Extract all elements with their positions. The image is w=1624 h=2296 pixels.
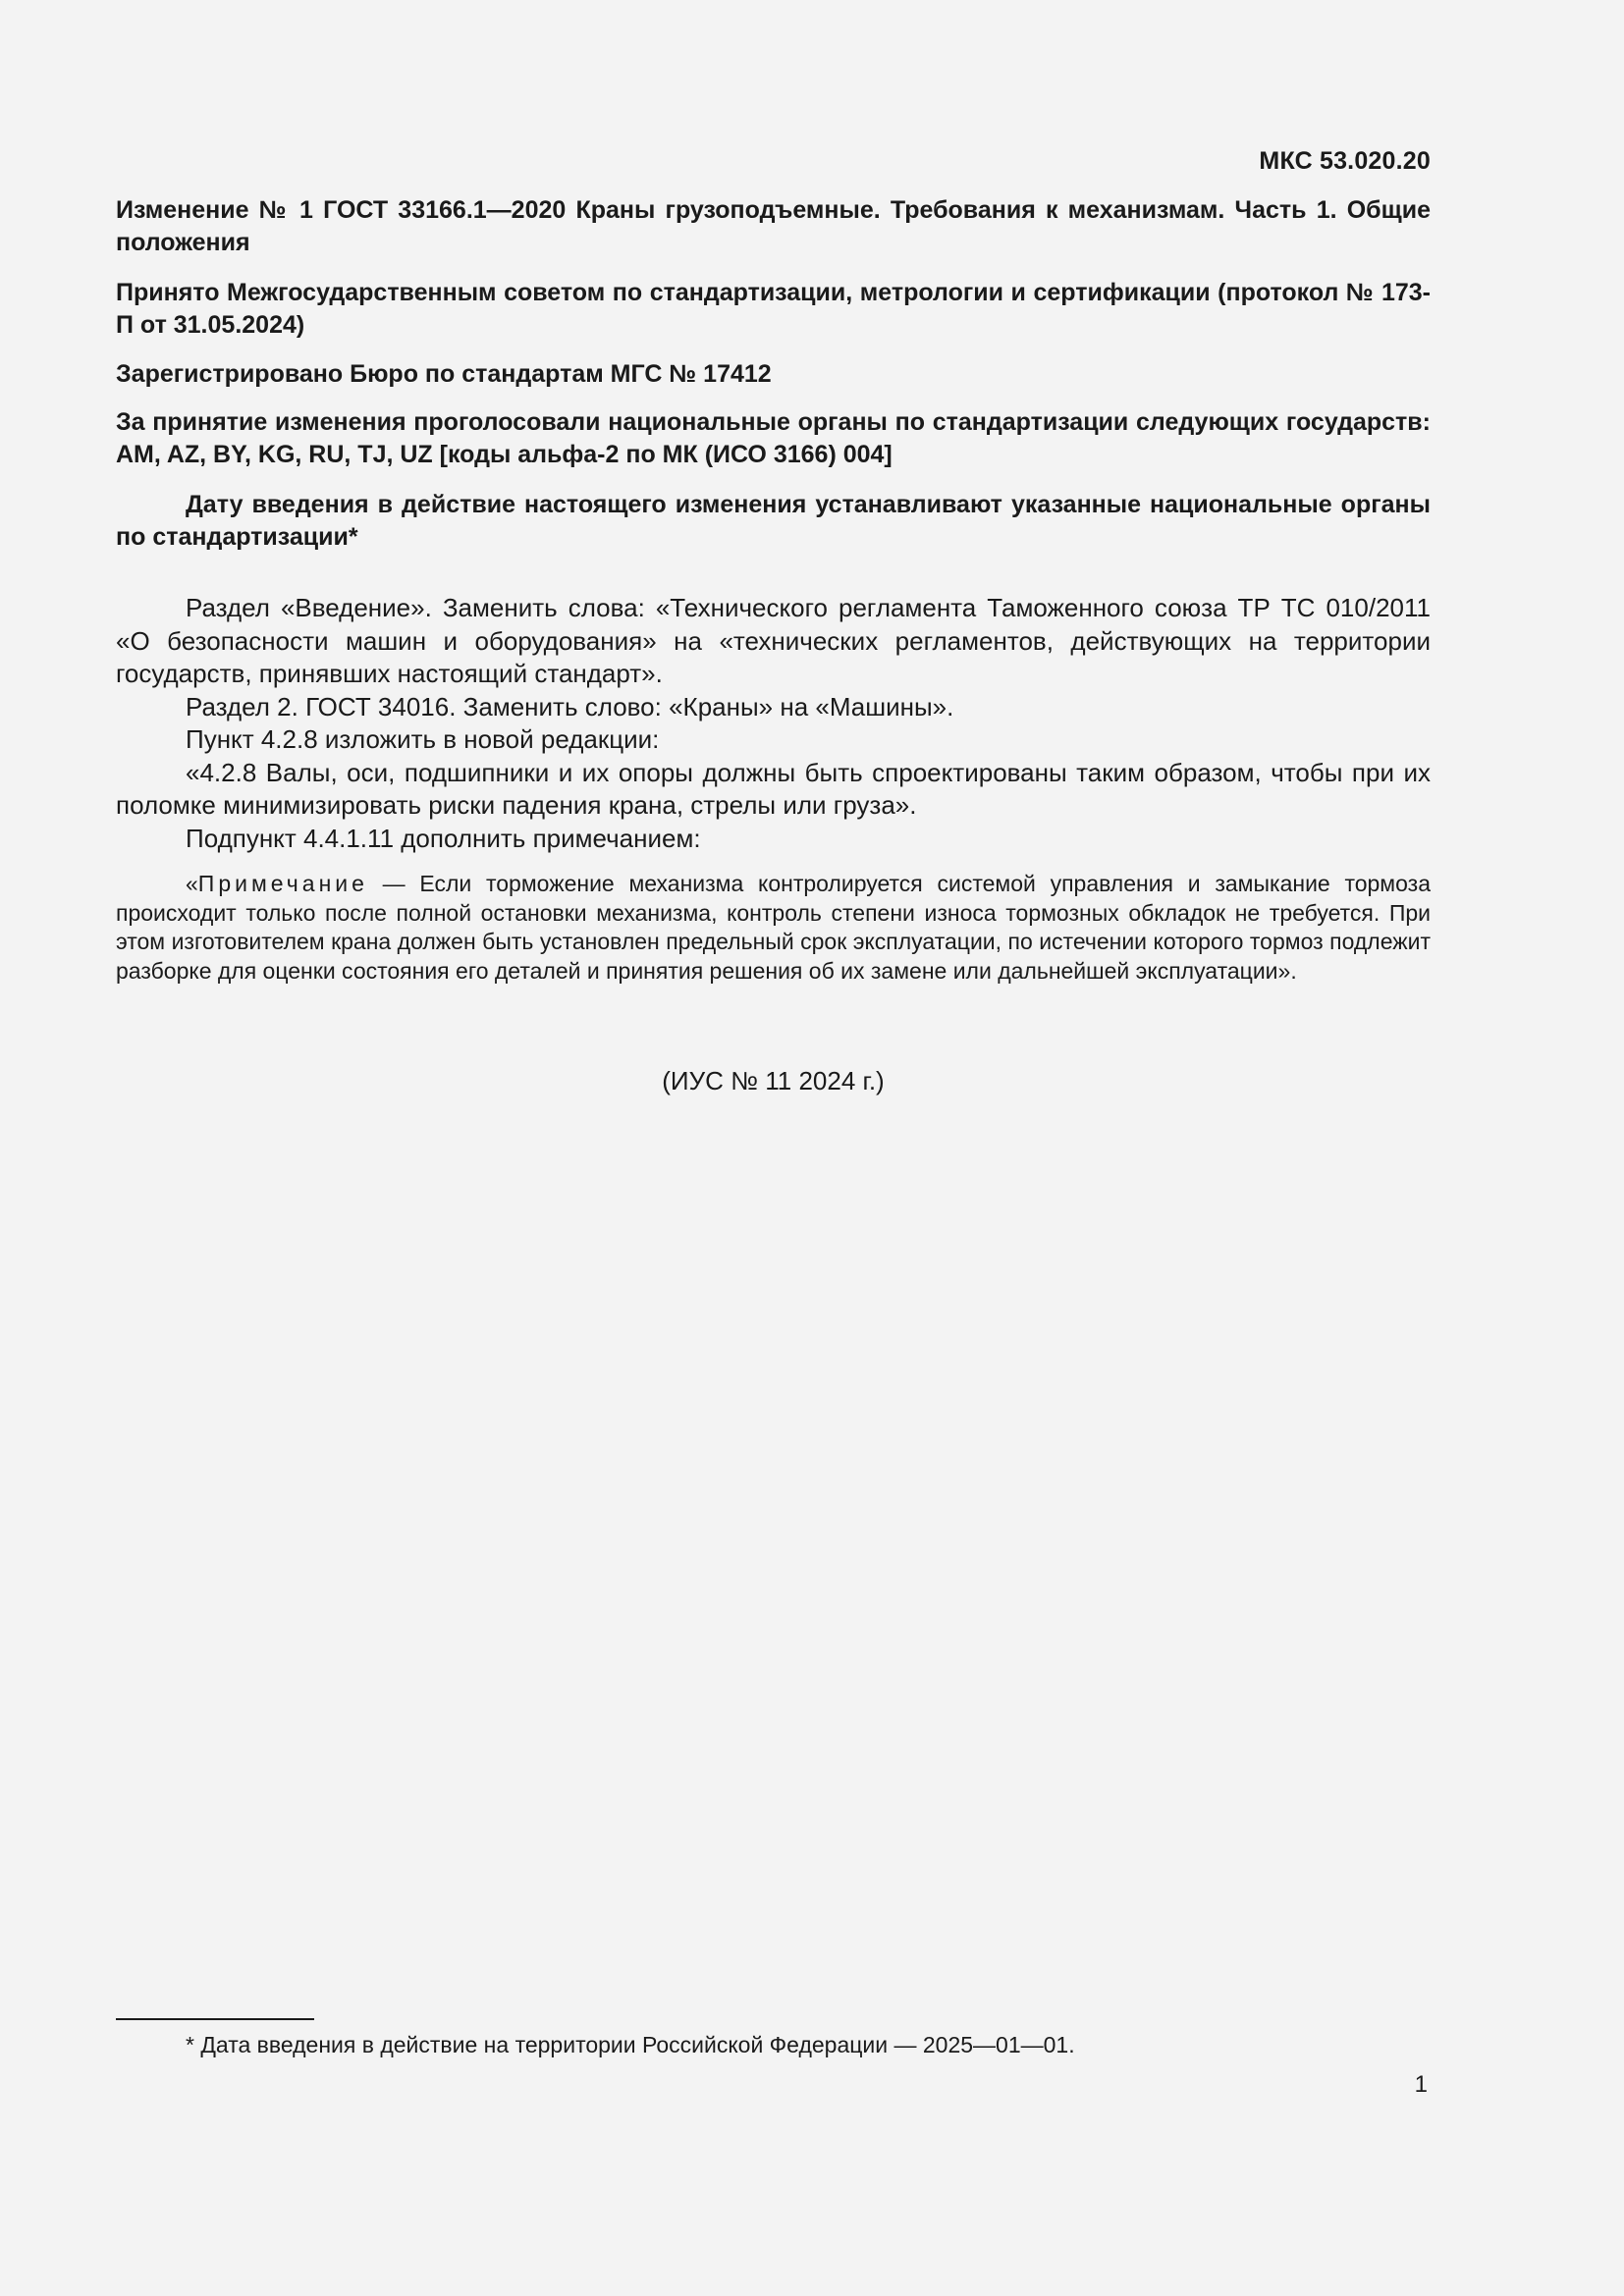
paragraph: Пункт 4.2.8 изложить в новой редакции: xyxy=(186,724,660,754)
paragraph: Подпункт 4.4.1.11 дополнить примечанием: xyxy=(186,823,701,853)
amendment-title: Изменение № 1 ГОСТ 33166.1—2020 Краны грузоподъемные. Требования к механизмам. Часть 1. Общие положения xyxy=(116,196,1431,256)
effective-date-statement: Дату введения в действие настоящего изменения устанавливают указанные национальные органы по стандартизации* xyxy=(116,491,1431,551)
note-label: Примечание xyxy=(197,871,368,896)
footnote-divider xyxy=(116,2018,314,2020)
paragraph: Раздел «Введение». Заменить слова: «Технического регламента Таможенного союза ТР ТС 010/2011 «О безопасности машин и оборудования» на «технических регламентов, действующих на территории государств, принявших настоящий стандарт». xyxy=(116,593,1431,688)
note-block xyxy=(116,870,1431,986)
note-paragraph xyxy=(116,870,1431,986)
footnote: * Дата введения в действие на территории Российской Федерации — 2025—01—01. xyxy=(186,2032,1075,2057)
note-text: — Если торможение механизма контролируется системой управления и замыкание тормоза происходит только после полной остановки механизма, контроль степени износа тормозных обкладок не требуется. При этом изготовителем крана должен быть установлен предельный срок эксплуатации, по истечении которого тормоз подлежит разборке для оценки состояния его деталей и принятия решения об их замене или дальнейшей эксплуатации». xyxy=(116,871,1431,984)
ius-reference: (ИУС № 11 2024 г.) xyxy=(662,1066,885,1095)
page-number: 1 xyxy=(1414,2071,1428,2098)
adopted-statement: Принято Межгосударственным советом по стандартизации, метрологии и сертификации (протокол № 173-П от 31.05.2024) xyxy=(116,279,1431,339)
registration-statement: Зарегистрировано Бюро по стандартам МГС № 17412 xyxy=(116,360,772,388)
classifier-code: МКС 53.020.20 xyxy=(1259,147,1431,175)
paragraph: Раздел 2. ГОСТ 34016. Заменить слово: «Краны» на «Машины». xyxy=(186,691,954,721)
voting-statement: За принятие изменения проголосовали национальные органы по стандартизации следующих государств: AM, AZ, BY, KG, RU, TJ, UZ [коды альфа-2 по МК (ИСО 3166) 004] xyxy=(116,408,1431,468)
amendment-body xyxy=(116,592,1431,855)
note-prefix: « xyxy=(186,871,198,896)
paragraph: «4.2.8 Валы, оси, подшипники и их опоры должны быть спроектированы таким образом, чтобы при их поломке минимизировать риски падения крана, стрелы или груза». xyxy=(116,757,1431,820)
